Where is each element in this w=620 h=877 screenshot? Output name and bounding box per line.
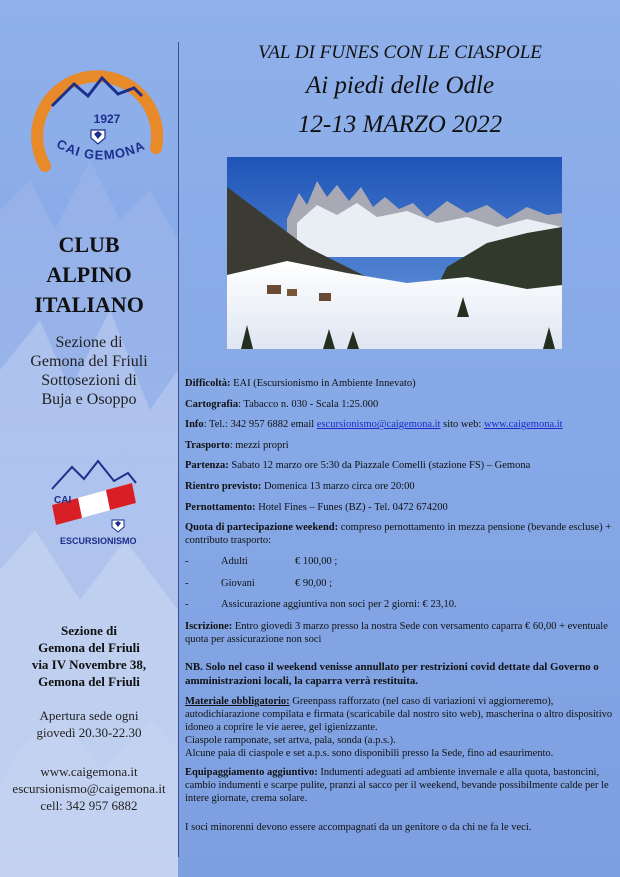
fee-dash: - xyxy=(185,599,189,611)
logo-name-arc xyxy=(42,136,160,170)
detail-overnight xyxy=(185,501,615,514)
event-dates: 12-13 MARZO 2022 xyxy=(297,111,503,138)
detail-map xyxy=(185,398,615,411)
detail-equipment xyxy=(185,766,615,805)
detail-value: Domenica 13 marzo circa ore 20:00 xyxy=(261,480,415,492)
detail-value: Greenpass rafforzato (nel caso di variazioni vi aggiorneremo), autodichiarazione compilata e firmata (scaricabile dal nostro sito web), mascherina o altro dispositivo idoneo a coprire le vie aeree, gel igienizzante. xyxy=(185,695,613,733)
detail-value: Indumenti adeguati ad ambiente invernale e alla quota, bastoncini, cambio indumenti e scarpe pulite, pranzi al sacco per il weekend, bevande possibilmente calde per le intere giornate, crema solare. xyxy=(185,766,609,804)
esc-logo-cai-text: CAI xyxy=(54,495,72,506)
contact-website[interactable]: www.caigemona.it xyxy=(40,764,138,779)
svg-text:CAI GEMONA xyxy=(54,136,147,163)
fee-name: Adulti xyxy=(221,556,248,568)
detail-label: Cartografia xyxy=(185,398,239,410)
dolomites-photo xyxy=(227,157,562,349)
contacts xyxy=(0,763,178,814)
section-line: Sezione di xyxy=(55,334,123,351)
insurance-text: Assicurazione aggiuntiva non soci per 2 giorni: € 23,10. xyxy=(221,599,457,611)
detail-label: Info xyxy=(185,419,204,431)
detail-return xyxy=(185,480,615,493)
club-title-line: ITALIANO xyxy=(34,292,144,317)
detail-label: Iscrizione: xyxy=(185,620,233,632)
fee-price: € 90,00 ; xyxy=(295,577,333,589)
address-line: Gemona del Friuli xyxy=(38,640,140,655)
detail-signup xyxy=(185,620,615,646)
detail-transport xyxy=(185,439,615,452)
detail-value: EAI (Escursionismo in Ambiente Innevato) xyxy=(230,378,416,389)
logo-name: CAI GEMONA xyxy=(54,136,148,163)
gear-line: Alcune paia di ciaspole e set a.p.s. sono disponibili presso la Sede, fino ad esaurimento. xyxy=(185,747,554,759)
detail-label: Difficoltà: xyxy=(185,378,231,389)
detail-value: : Tabacco n. 030 - Scala 1:25.000 xyxy=(238,398,379,410)
opening-hours xyxy=(0,707,178,741)
detail-info xyxy=(185,418,615,431)
gear-line: Ciaspole ramponate, set artva, pala, sonda (a.p.s.). xyxy=(185,734,396,746)
club-title-line: CLUB xyxy=(58,232,120,257)
detail-departure xyxy=(185,459,615,472)
info-website-link[interactable]: www.caigemona.it xyxy=(483,419,563,431)
fee-price: € 100,00 ; xyxy=(295,556,338,568)
section-address xyxy=(0,622,178,690)
detail-value: compreso pernottamento in mezza pensione (bevande escluse) + contributo trasporto: xyxy=(185,522,612,547)
address-line: Gemona del Friuli xyxy=(38,674,140,689)
minors-note: I soci minorenni devono essere accompagnati da un genitore o da chi ne fa le veci. xyxy=(185,821,532,833)
detail-label: Equipaggiamento aggiuntivo: xyxy=(185,766,318,778)
detail-value: Sabato 12 marzo ore 5:30 da Piazzale Comelli (stazione FS) – Gemona xyxy=(228,460,531,472)
detail-value: Hotel Fines – Funes (BZ) - Tel. 0472 674200 xyxy=(255,501,448,513)
esc-logo-label: ESCURSIONISMO xyxy=(60,536,137,546)
section-line: Gemona del Friuli xyxy=(30,353,148,370)
address-line: Sezione di xyxy=(61,623,117,638)
event-title: VAL DI FUNES CON LE CIASPOLE xyxy=(258,42,542,63)
detail-value: : Tel.: 342 957 6882 email xyxy=(203,419,317,431)
covid-note: NB. Solo nel caso il weekend venisse annullato per restrizioni covid dettate dal Governo o amministrazioni locali, la caparra verrà restituita. xyxy=(185,660,599,687)
info-email-link[interactable]: escursionismo@caigemona.it xyxy=(316,419,441,431)
detail-label: Quota di partecipazione weekend: xyxy=(185,522,339,534)
section-line: Sottosezioni di xyxy=(41,372,137,389)
event-subtitle: Ai piedi delle Odle xyxy=(305,72,495,99)
club-title-line: ALPINO xyxy=(46,262,132,287)
detail-value: Entro giovedì 3 marzo presso la nostra Sede con versamento caparra € 60,00 + eventuale quota per assicurazione non soci xyxy=(185,620,608,645)
fee-row-insurance xyxy=(185,598,615,611)
logo-year: 1927 xyxy=(93,112,121,126)
opening-line: Apertura sede ogni xyxy=(39,708,139,723)
fee-dash: - xyxy=(185,556,189,568)
detail-difficulty xyxy=(185,377,615,390)
detail-label: Trasporto xyxy=(185,439,230,451)
section-line: Buja e Osoppo xyxy=(41,391,137,408)
opening-line: giovedì 20.30-22.30 xyxy=(36,725,142,740)
detail-value: sito web: xyxy=(440,419,484,431)
column-divider xyxy=(178,42,179,857)
detail-label: Pernottamento: xyxy=(185,501,256,513)
detail-label: Materiale obbligatorio: xyxy=(185,695,290,707)
detail-value: : mezzi propri xyxy=(229,439,289,451)
detail-label: Rientro previsto: xyxy=(185,480,262,492)
section-info xyxy=(0,333,178,409)
detail-fee xyxy=(185,521,615,547)
detail-label: Partenza: xyxy=(185,460,229,472)
address-line: via IV Novembre 38, xyxy=(31,657,147,672)
contact-email[interactable]: escursionismo@caigemona.it xyxy=(12,781,166,796)
fee-row-youth xyxy=(185,577,615,590)
fee-name: Giovani xyxy=(221,577,255,589)
club-title xyxy=(0,230,178,320)
event-details xyxy=(185,377,615,842)
fee-row-adults xyxy=(185,555,615,568)
fee-dash: - xyxy=(185,577,189,589)
contact-phone: cell: 342 957 6882 xyxy=(40,798,138,813)
detail-gear xyxy=(185,695,615,760)
